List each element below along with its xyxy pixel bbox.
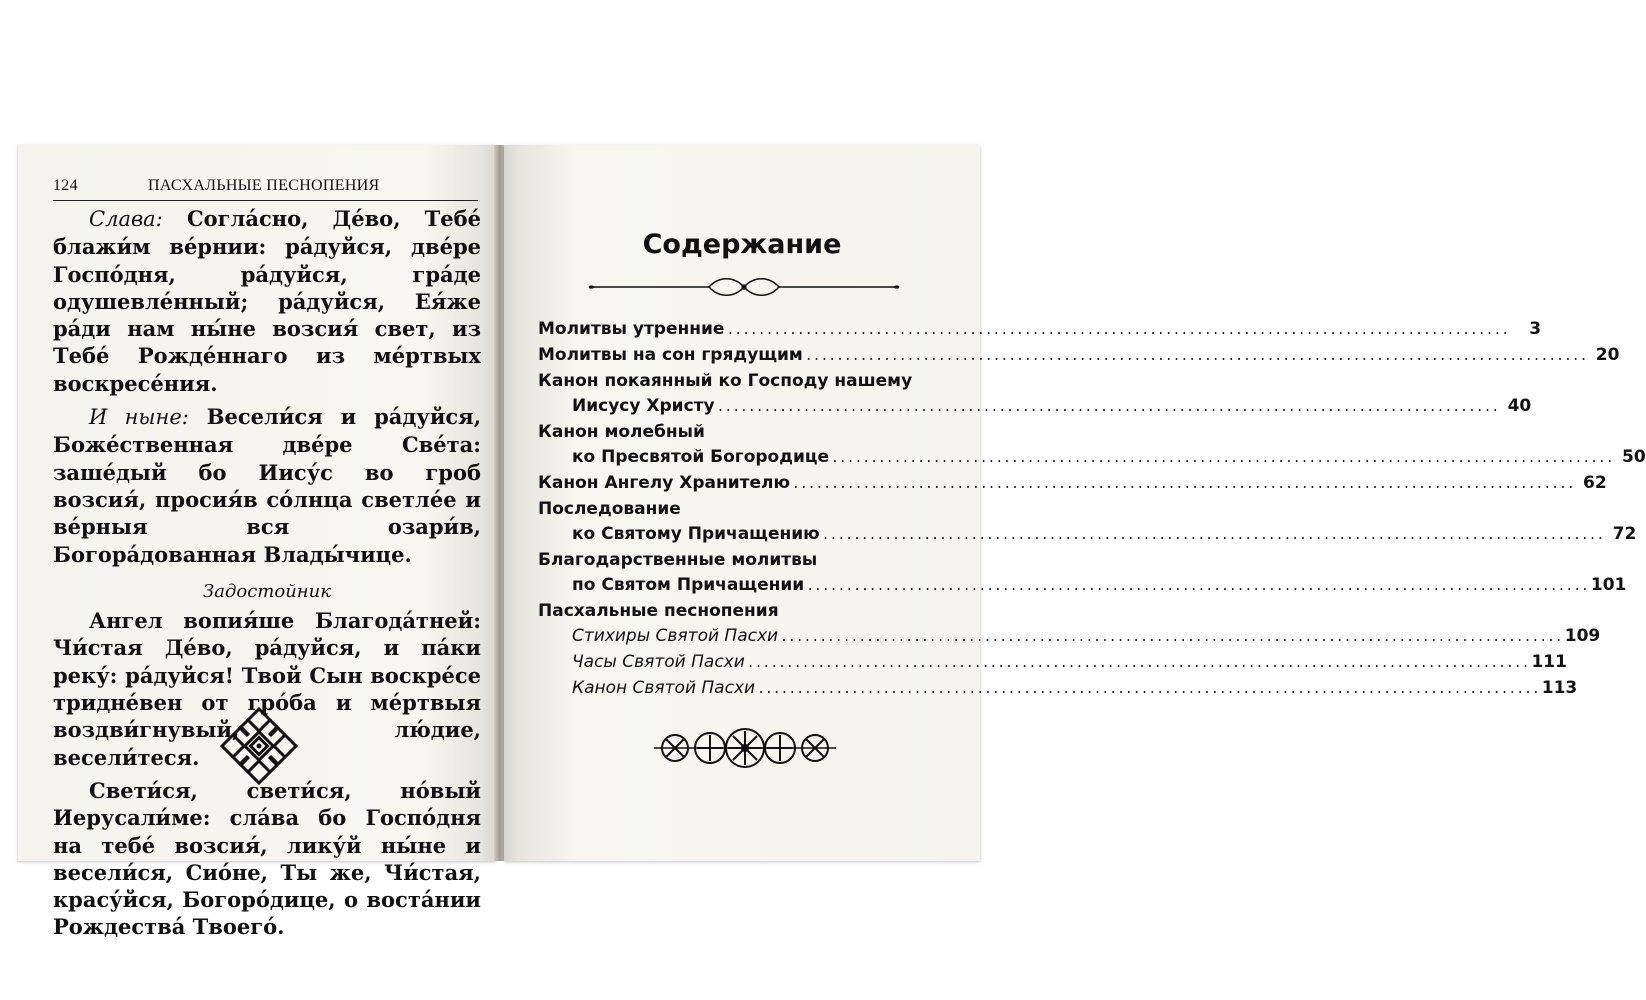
toc-entry bbox=[538, 676, 1578, 702]
toc-entry-page: 109 bbox=[1564, 626, 1601, 646]
toc-entry bbox=[538, 650, 1567, 676]
toc-entry bbox=[538, 343, 1620, 369]
toc-entry bbox=[538, 369, 950, 394]
toc-entry-title: Иисусу Христу bbox=[572, 396, 715, 416]
toc-entry-page: 111 bbox=[1531, 652, 1567, 672]
toc-leader-dots bbox=[757, 677, 1540, 702]
toc-entry-title: Канон Святой Пасхи bbox=[572, 678, 756, 698]
toc-leader-dots bbox=[831, 446, 1614, 471]
toc-entry-title: Стихиры Святой Пасхи bbox=[572, 626, 779, 646]
toc-entry bbox=[538, 497, 950, 522]
table-of-contents bbox=[538, 317, 1646, 702]
paragraph-lead: Слава: bbox=[89, 207, 163, 231]
paragraph-slava bbox=[53, 205, 481, 397]
toc-entry bbox=[538, 573, 1627, 599]
paragraph-body: Весели́ся и ра́дуйся, Боже́ственная две́ре Све́та: заше́дый бо Иису́с во гроб возсия́, просия́в со́лнца светле́е и ве́рныя вся озари́в, Богора́дованная Влады́чице. bbox=[53, 404, 482, 567]
toc-entry bbox=[538, 445, 1646, 471]
toc-leader-dots bbox=[780, 625, 1563, 650]
cross-ornament-icon bbox=[218, 705, 300, 787]
page-number: 124 bbox=[53, 177, 78, 194]
toc-leader-dots bbox=[726, 318, 1509, 343]
toc-leader-dots bbox=[822, 523, 1605, 548]
toc-entry-title: ко Святому Причащению bbox=[572, 524, 820, 544]
toc-entry-title: Часы Святой Пасхи bbox=[572, 652, 745, 672]
rosette-band-ornament-icon bbox=[650, 725, 840, 771]
paragraph-i-nyne bbox=[53, 403, 481, 568]
toc-entry-title: Канон покаянный ко Господу нашему bbox=[538, 371, 913, 391]
flourish-divider-icon bbox=[584, 272, 904, 302]
left-page bbox=[18, 145, 496, 940]
paragraph-body: Согла́сно, Де́во, Тебе́ блажи́м ве́рнии: ра́дуйся, две́ре Госпо́дня, ра́дуйся, гра́де одушевле́нный; ра́дуйся, Ея́же ра́ди нам ны́не возсия́ свет, из Тебе́ Рожде́ннаго из ме́ртвых воскресе́ния. bbox=[53, 206, 482, 396]
toc-entry bbox=[538, 420, 950, 445]
toc-entry-title: Канон Ангелу Хранителю bbox=[538, 473, 790, 493]
toc-entry-page: 113 bbox=[1541, 678, 1578, 698]
running-title: ПАСХАЛЬНЫЕ ПЕСНОПЕНИЯ bbox=[148, 177, 380, 194]
paragraph-angel: Ангел вопия́ше Благода́тней: Чи́стая Де́во, ра́дуйся, и па́ки реку́: ра́дуйся! Твой Сын воскре́се тридне́вен от гро́ба и ме́ртвыя воздви́гнувый, лю́дие, весели́теся. bbox=[53, 608, 481, 770]
toc-entry bbox=[538, 599, 950, 624]
paragraph-svetisya: Свети́ся, свети́ся, но́вый Иерусали́ме: сла́ва бо Госпо́дня на тебе́ возсия́, лику́й ны́не и весели́ся, Сио́не, Ты же, Чи́стая, красу́йся, Богоро́дице, о воста́нии Рождества́ Твоего́. bbox=[53, 777, 481, 940]
open-book bbox=[18, 145, 1646, 940]
toc-leader-dots bbox=[806, 574, 1589, 599]
toc-entry-title: Молитвы утренние bbox=[538, 319, 725, 339]
toc-leader-dots bbox=[747, 651, 1530, 676]
paragraph-lead: И ныне: bbox=[89, 405, 189, 430]
toc-title: Содержание bbox=[642, 229, 842, 260]
hymn-text bbox=[53, 205, 481, 941]
toc-entry bbox=[538, 394, 1532, 420]
toc-entry bbox=[538, 317, 1542, 343]
subheading-zadostoinik: Задостойник bbox=[203, 580, 331, 602]
toc-entry-title: Благодарственные молитвы bbox=[538, 550, 818, 570]
toc-entry-page: 50 bbox=[1622, 447, 1646, 467]
toc-entry-page: 101 bbox=[1590, 575, 1627, 595]
toc-entry-title: Последование bbox=[538, 499, 681, 519]
toc-entry-title: Канон молебный bbox=[538, 422, 705, 442]
toc-entry bbox=[538, 471, 1607, 497]
toc-entry-page: 20 bbox=[1595, 345, 1620, 365]
toc-leader-dots bbox=[792, 472, 1575, 497]
toc-entry-page: 40 bbox=[1507, 396, 1532, 416]
toc-entry-page: 3 bbox=[1529, 319, 1542, 339]
toc-leader-dots bbox=[717, 395, 1500, 420]
right-page bbox=[504, 145, 1646, 861]
toc-entry-title: Молитвы на сон грядущим bbox=[538, 345, 803, 365]
toc-entry-page: 62 bbox=[1583, 473, 1607, 493]
toc-entry bbox=[538, 548, 950, 573]
running-head bbox=[53, 177, 478, 195]
toc-entry-title: Пасхальные песнопения bbox=[538, 601, 779, 621]
toc-entry-page: 72 bbox=[1612, 524, 1637, 544]
header-rule bbox=[53, 200, 478, 201]
toc-entry-title: по Святом Причащении bbox=[572, 575, 805, 595]
toc-entry-title: ко Пресвятой Богородице bbox=[572, 447, 829, 467]
toc-entry bbox=[538, 624, 1601, 650]
toc-leader-dots bbox=[805, 344, 1588, 369]
toc-entry bbox=[538, 522, 1637, 548]
